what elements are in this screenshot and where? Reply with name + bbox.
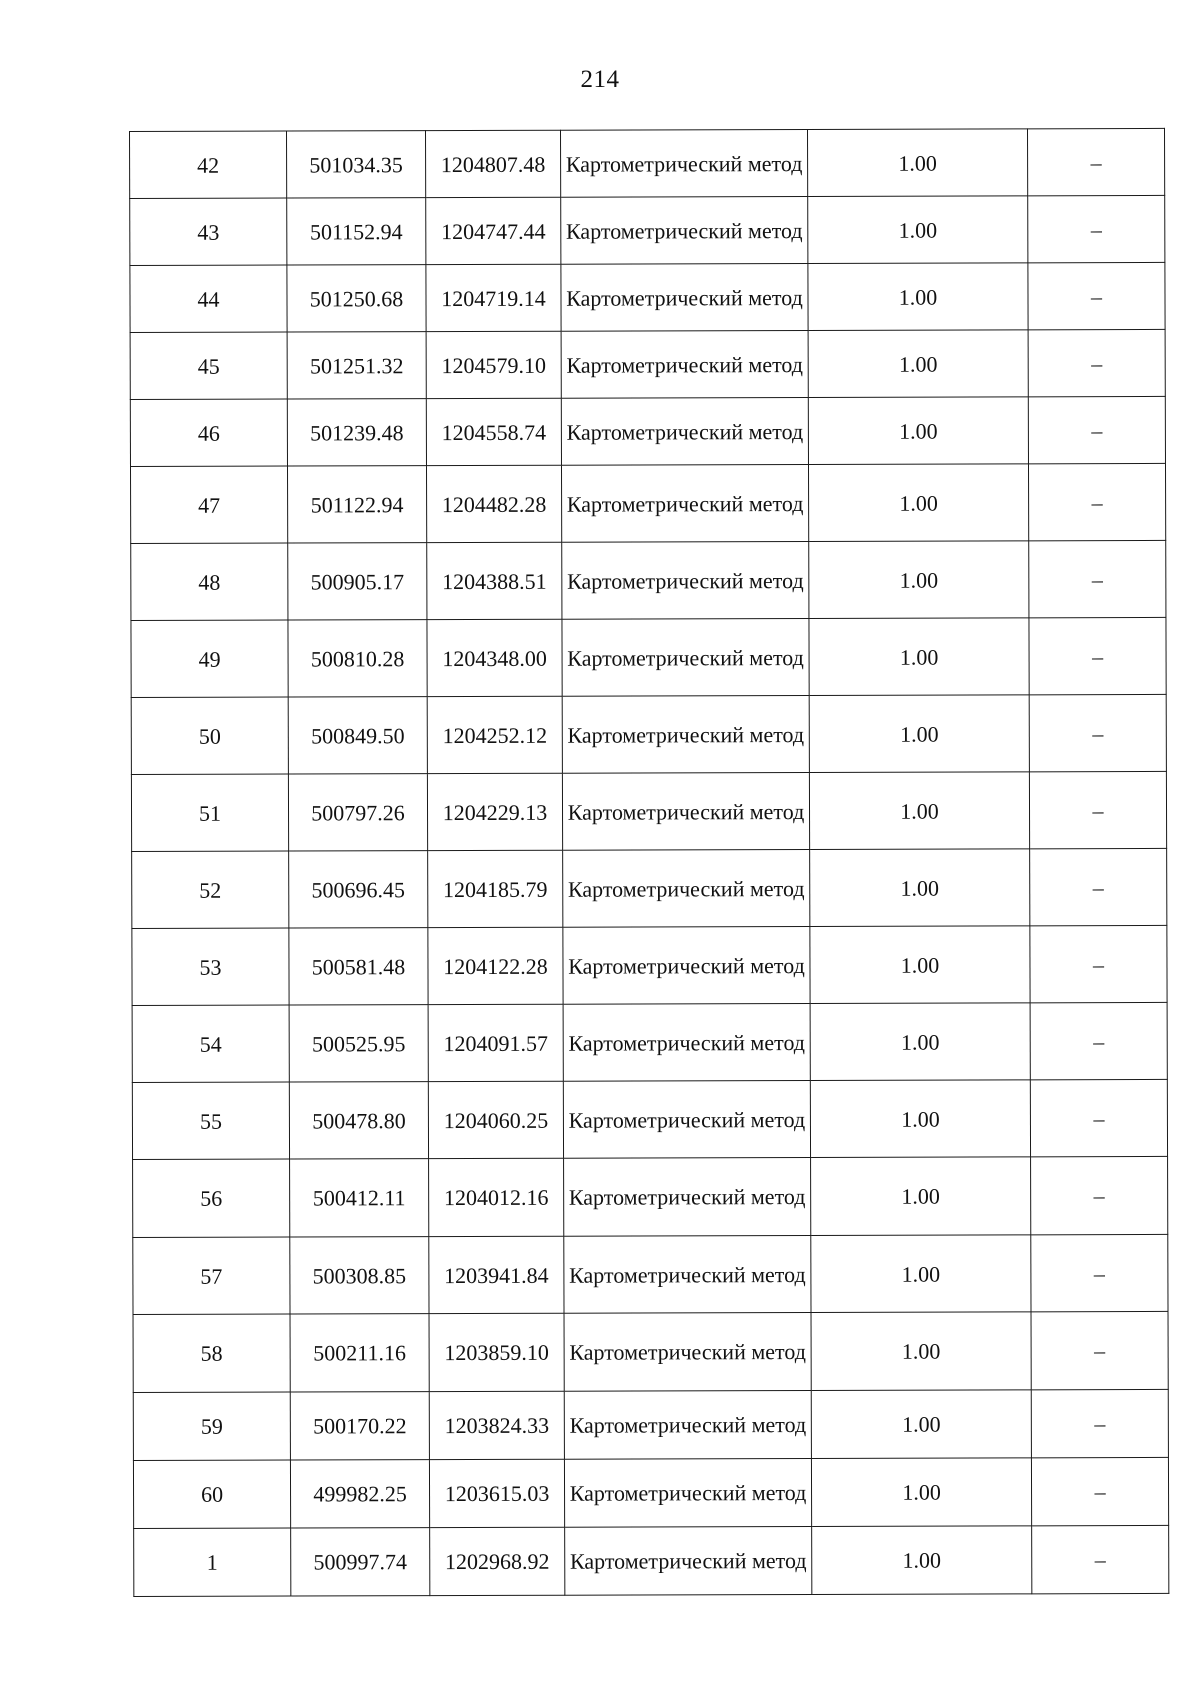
accuracy-cell: 1.00 (811, 1235, 1031, 1313)
table-row (132, 848, 1167, 928)
accuracy-cell: 1.00 (809, 772, 1029, 850)
point-number-cell: 59 (133, 1392, 290, 1460)
y-coordinate-cell: 1204060.25 (428, 1081, 563, 1158)
point-number-cell: 47 (130, 466, 287, 543)
point-number-cell: 43 (130, 198, 287, 265)
method-cell: Картометрический метод (563, 849, 810, 927)
note-cell: – (1031, 1156, 1168, 1234)
accuracy-cell: 1.00 (808, 330, 1028, 398)
y-coordinate-cell: 1204719.14 (426, 264, 561, 331)
x-coordinate-cell: 500581.48 (289, 928, 428, 1005)
method-cell: Картометрический метод (564, 1458, 811, 1527)
note-cell: – (1031, 1389, 1168, 1457)
note-cell: – (1031, 1311, 1168, 1389)
accuracy-cell: 1.00 (810, 1080, 1030, 1158)
method-cell: Картометрический метод (562, 541, 809, 619)
table-row (133, 1311, 1168, 1392)
method-cell: Картометрический метод (561, 263, 808, 331)
note-cell: – (1029, 540, 1166, 617)
method-cell: Картометрический метод (562, 695, 809, 773)
y-coordinate-cell: 1204229.13 (427, 773, 562, 850)
method-cell: Картометрический метод (564, 1157, 811, 1236)
x-coordinate-cell: 501239.48 (287, 399, 426, 466)
method-cell: Картометрический метод (563, 926, 810, 1004)
table-row (134, 1525, 1169, 1596)
method-cell: Картометрический метод (560, 129, 807, 197)
accuracy-cell: 1.00 (809, 541, 1029, 619)
x-coordinate-cell: 500211.16 (290, 1314, 429, 1392)
y-coordinate-cell: 1204579.10 (426, 331, 561, 398)
x-coordinate-cell: 499982.25 (290, 1460, 429, 1528)
x-coordinate-cell: 501250.68 (287, 265, 426, 332)
accuracy-cell: 1.00 (811, 1312, 1031, 1391)
method-cell: Картометрический метод (561, 397, 808, 465)
note-cell: – (1028, 396, 1165, 463)
point-number-cell: 54 (132, 1005, 289, 1082)
accuracy-cell: 1.00 (810, 926, 1030, 1004)
x-coordinate-cell: 501034.35 (287, 131, 426, 198)
x-coordinate-cell: 500696.45 (289, 851, 428, 928)
point-number-cell: 60 (133, 1460, 290, 1528)
x-coordinate-cell: 500412.11 (290, 1159, 429, 1237)
x-coordinate-cell: 500478.80 (289, 1082, 428, 1159)
table-row (130, 329, 1165, 399)
accuracy-cell: 1.00 (808, 196, 1028, 264)
note-cell: – (1030, 848, 1167, 925)
note-cell: – (1030, 1002, 1167, 1079)
table-row (133, 1234, 1168, 1314)
accuracy-cell: 1.00 (810, 1003, 1030, 1081)
table-row (130, 195, 1165, 265)
table-row (131, 540, 1166, 620)
table-row (131, 771, 1166, 851)
table-row (130, 463, 1165, 543)
y-coordinate-cell: 1204388.51 (427, 542, 562, 619)
point-number-cell: 53 (132, 928, 289, 1005)
coordinates-table (129, 128, 1169, 1597)
y-coordinate-cell: 1204807.48 (426, 130, 561, 197)
accuracy-cell: 1.00 (808, 263, 1028, 331)
accuracy-cell: 1.00 (808, 397, 1028, 465)
accuracy-cell: 1.00 (810, 849, 1030, 927)
x-coordinate-cell: 501251.32 (287, 332, 426, 399)
accuracy-cell: 1.00 (811, 1157, 1031, 1236)
point-number-cell: 57 (133, 1237, 290, 1314)
point-number-cell: 55 (132, 1082, 289, 1159)
y-coordinate-cell: 1203859.10 (429, 1313, 564, 1391)
x-coordinate-cell: 500170.22 (290, 1392, 429, 1460)
y-coordinate-cell: 1204122.28 (428, 927, 563, 1004)
table-row (132, 925, 1167, 1005)
y-coordinate-cell: 1204747.44 (426, 197, 561, 264)
x-coordinate-cell: 500308.85 (290, 1237, 429, 1314)
point-number-cell: 42 (130, 131, 287, 198)
point-number-cell: 58 (133, 1314, 290, 1392)
method-cell: Картометрический метод (564, 1235, 811, 1313)
note-cell: – (1027, 128, 1164, 195)
x-coordinate-cell: 500997.74 (291, 1528, 430, 1596)
y-coordinate-cell: 1203941.84 (429, 1236, 564, 1313)
x-coordinate-cell: 500797.26 (288, 774, 427, 851)
y-coordinate-cell: 1203824.33 (429, 1391, 564, 1459)
note-cell: – (1029, 771, 1166, 848)
x-coordinate-cell: 500849.50 (288, 697, 427, 774)
note-cell: – (1030, 1079, 1167, 1156)
table-row (132, 1079, 1167, 1159)
x-coordinate-cell: 501152.94 (287, 198, 426, 265)
table-row (131, 617, 1166, 697)
point-number-cell: 51 (131, 774, 288, 851)
y-coordinate-cell: 1202968.92 (430, 1527, 565, 1595)
accuracy-cell: 1.00 (808, 464, 1028, 542)
note-cell: – (1030, 925, 1167, 1002)
note-cell: – (1028, 463, 1165, 540)
note-cell: – (1029, 694, 1166, 771)
y-coordinate-cell: 1204558.74 (426, 398, 561, 465)
x-coordinate-cell: 500905.17 (288, 543, 427, 620)
method-cell: Картометрический метод (562, 618, 809, 696)
method-cell: Картометрический метод (561, 330, 808, 398)
y-coordinate-cell: 1204012.16 (429, 1158, 564, 1236)
table-row (130, 128, 1165, 198)
note-cell: – (1028, 329, 1165, 396)
table-row (130, 396, 1165, 466)
accuracy-cell: 1.00 (811, 1390, 1031, 1459)
point-number-cell: 49 (131, 620, 288, 697)
point-number-cell: 46 (130, 399, 287, 466)
note-cell: – (1028, 262, 1165, 329)
accuracy-cell: 1.00 (812, 1526, 1032, 1595)
point-number-cell: 1 (134, 1528, 291, 1596)
y-coordinate-cell: 1204348.00 (427, 619, 562, 696)
y-coordinate-cell: 1204482.28 (426, 465, 561, 542)
method-cell: Картометрический метод (565, 1526, 812, 1595)
point-number-cell: 48 (131, 543, 288, 620)
point-number-cell: 44 (130, 265, 287, 332)
point-number-cell: 56 (133, 1159, 290, 1237)
y-coordinate-cell: 1204185.79 (428, 850, 563, 927)
y-coordinate-cell: 1204091.57 (428, 1004, 563, 1081)
point-number-cell: 50 (131, 697, 288, 774)
note-cell: – (1028, 195, 1165, 262)
y-coordinate-cell: 1203615.03 (429, 1459, 564, 1527)
table-row (133, 1389, 1168, 1460)
method-cell: Картометрический метод (562, 772, 809, 850)
table-row (131, 694, 1166, 774)
table-row (130, 262, 1165, 332)
note-cell: – (1032, 1525, 1169, 1593)
accuracy-cell: 1.00 (811, 1458, 1031, 1527)
method-cell: Картометрический метод (563, 1080, 810, 1158)
y-coordinate-cell: 1204252.12 (427, 696, 562, 773)
note-cell: – (1031, 1234, 1168, 1311)
note-cell: – (1031, 1457, 1168, 1525)
x-coordinate-cell: 500525.95 (289, 1005, 428, 1082)
table-body (130, 128, 1169, 1596)
method-cell: Картометрический метод (561, 196, 808, 264)
method-cell: Картометрический метод (564, 1390, 811, 1459)
method-cell: Картометрический метод (561, 464, 808, 542)
note-cell: – (1029, 617, 1166, 694)
table-row (133, 1457, 1168, 1528)
accuracy-cell: 1.00 (809, 695, 1029, 773)
point-number-cell: 45 (130, 332, 287, 399)
page-number: 214 (580, 66, 620, 93)
method-cell: Картометрический метод (564, 1312, 811, 1391)
accuracy-cell: 1.00 (809, 618, 1029, 696)
point-number-cell: 52 (132, 851, 289, 928)
table-row (132, 1002, 1167, 1082)
x-coordinate-cell: 501122.94 (287, 466, 426, 543)
table-row (133, 1156, 1168, 1237)
method-cell: Картометрический метод (563, 1003, 810, 1081)
x-coordinate-cell: 500810.28 (288, 620, 427, 697)
accuracy-cell: 1.00 (807, 129, 1027, 197)
